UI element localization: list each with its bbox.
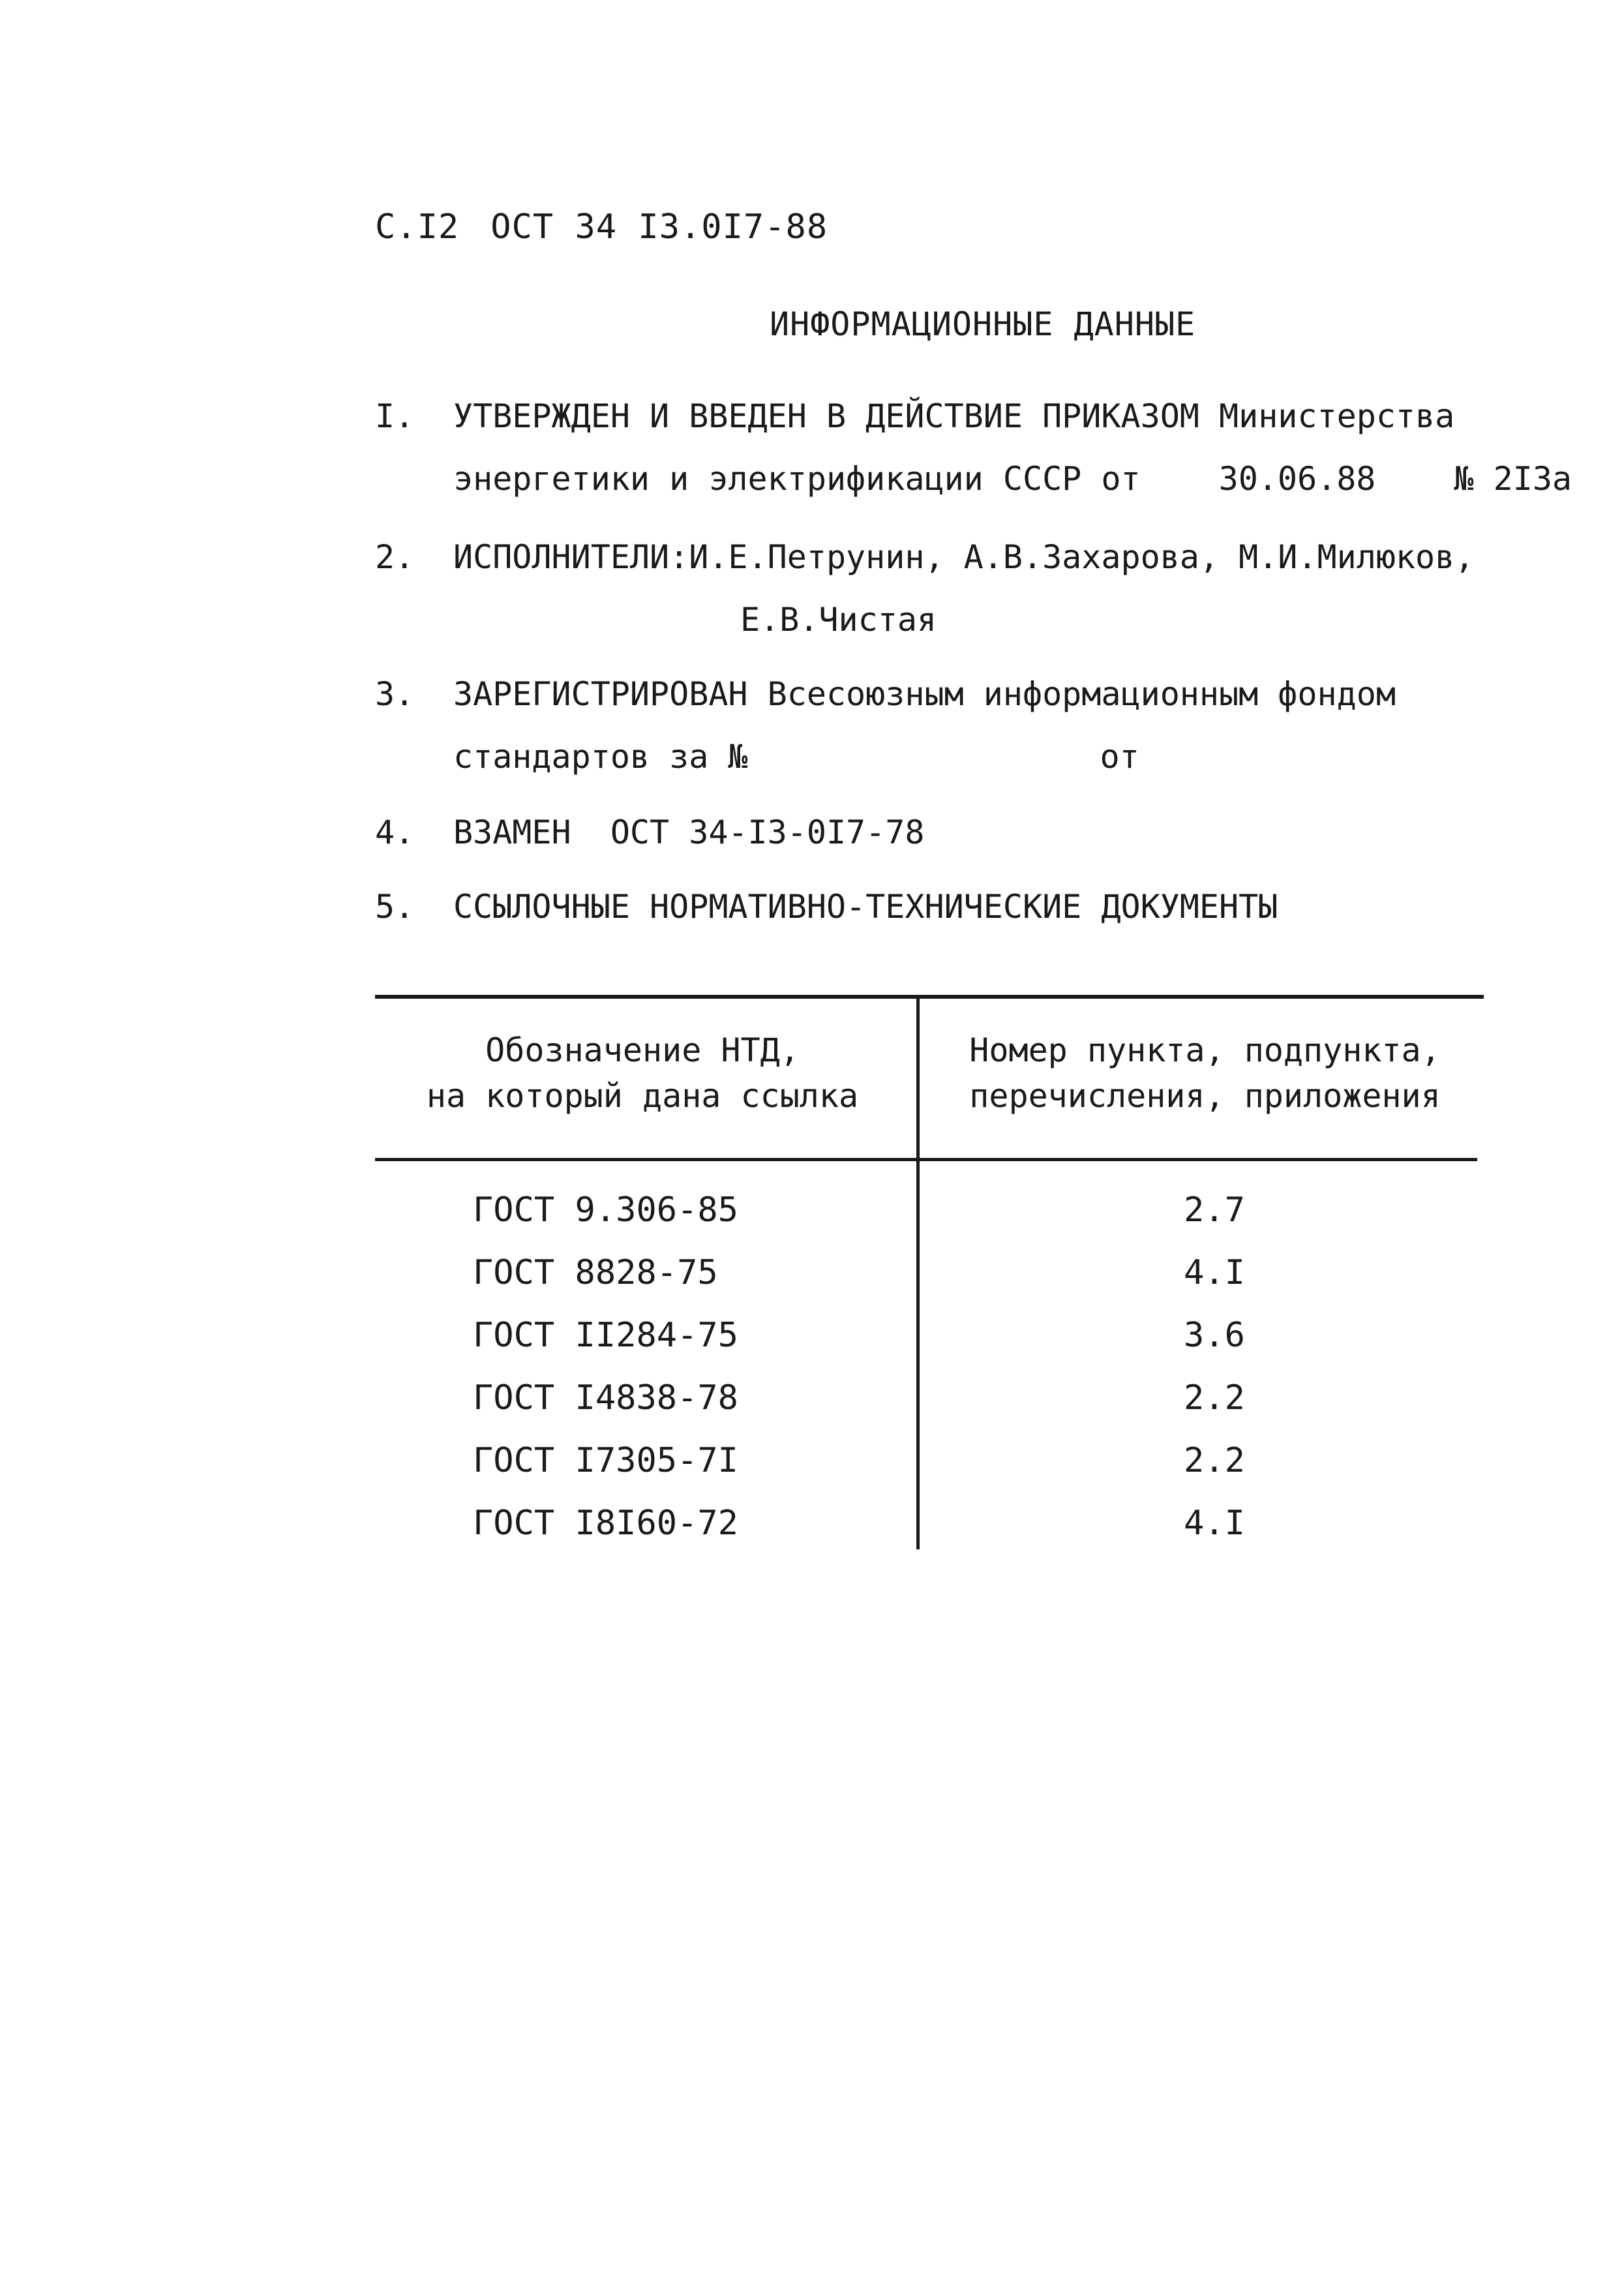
header-text: на который дана ссылка — [426, 1077, 859, 1115]
ntd-designation: ГОСТ I4838-78 — [473, 1378, 738, 1418]
order-number: № 2I3а — [1454, 460, 1572, 498]
table-header-rule — [375, 1158, 1477, 1161]
item-number: I. — [375, 397, 415, 435]
item-text: ССЫЛОЧНЫЕ НОРМАТИВНО-ТЕХНИЧЕСКИЕ ДОКУМЕНТЫ — [453, 888, 1278, 926]
item-number: 3. — [375, 675, 415, 713]
standard-code: ОСТ 34 I3.0I7-88 — [490, 207, 828, 247]
clause-number: 4.I — [1184, 1504, 1245, 1543]
section-title: ИНФОРМАЦИОННЫЕ ДАННЫЕ — [770, 305, 1196, 343]
table-body — [375, 1191, 1484, 1566]
item-text: Е.В.Чистая — [740, 601, 937, 639]
item-text: УТВЕРЖДЕН И ВВЕДЕН В ДЕЙСТВИЕ ПРИКАЗОМ Министерства — [453, 397, 1455, 435]
header-text: Номер пункта, подпункта, — [969, 1031, 1441, 1069]
ntd-designation: ГОСТ I8I60-72 — [473, 1504, 738, 1543]
clause-number: 2.7 — [1184, 1191, 1245, 1230]
page-header — [375, 207, 859, 247]
item-number: 5. — [375, 888, 415, 926]
table-row — [375, 1441, 1484, 1504]
item-text: ИСПОЛНИТЕЛИ:И.Е.Петрунин, А.В.Захарова, М.И.Милюков, — [453, 538, 1475, 576]
table-row — [375, 1378, 1484, 1441]
item-number: 4. — [375, 813, 415, 851]
clause-number: 2.2 — [1184, 1378, 1245, 1418]
table-header-right — [926, 1027, 1484, 1119]
page-number: С.I2 — [375, 207, 460, 247]
ntd-designation: ГОСТ I7305-7I — [473, 1441, 738, 1480]
item-number: 2. — [375, 538, 415, 576]
item-text: ВЗАМЕН ОСТ 34-I3-0I7-78 — [453, 813, 925, 851]
ntd-designation: ГОСТ 8828-75 — [473, 1253, 718, 1292]
table-row — [375, 1253, 1484, 1316]
header-text: перечисления, приложения — [969, 1077, 1441, 1115]
ntd-designation: ГОСТ II284-75 — [473, 1316, 738, 1355]
table-row — [375, 1504, 1484, 1566]
item-text: от — [1100, 738, 1139, 776]
clause-number: 2.2 — [1184, 1441, 1245, 1480]
table-top-rule — [375, 995, 1484, 999]
item-text: ЗАРЕГИСТРИРОВАН Всесоюзным информационным фондом — [453, 675, 1396, 713]
table-row — [375, 1316, 1484, 1378]
order-date: 30.06.88 — [1218, 460, 1376, 498]
table-header-left — [375, 1027, 910, 1119]
table-row — [375, 1191, 1484, 1253]
header-text: Обозначение НТД, — [485, 1031, 800, 1069]
item-text: стандартов за № — [453, 738, 748, 776]
clause-number: 3.6 — [1184, 1316, 1245, 1355]
item-text: энергетики и электрификации СССР от — [453, 460, 1141, 498]
ntd-designation: ГОСТ 9.306-85 — [473, 1191, 738, 1230]
clause-number: 4.I — [1184, 1253, 1245, 1292]
